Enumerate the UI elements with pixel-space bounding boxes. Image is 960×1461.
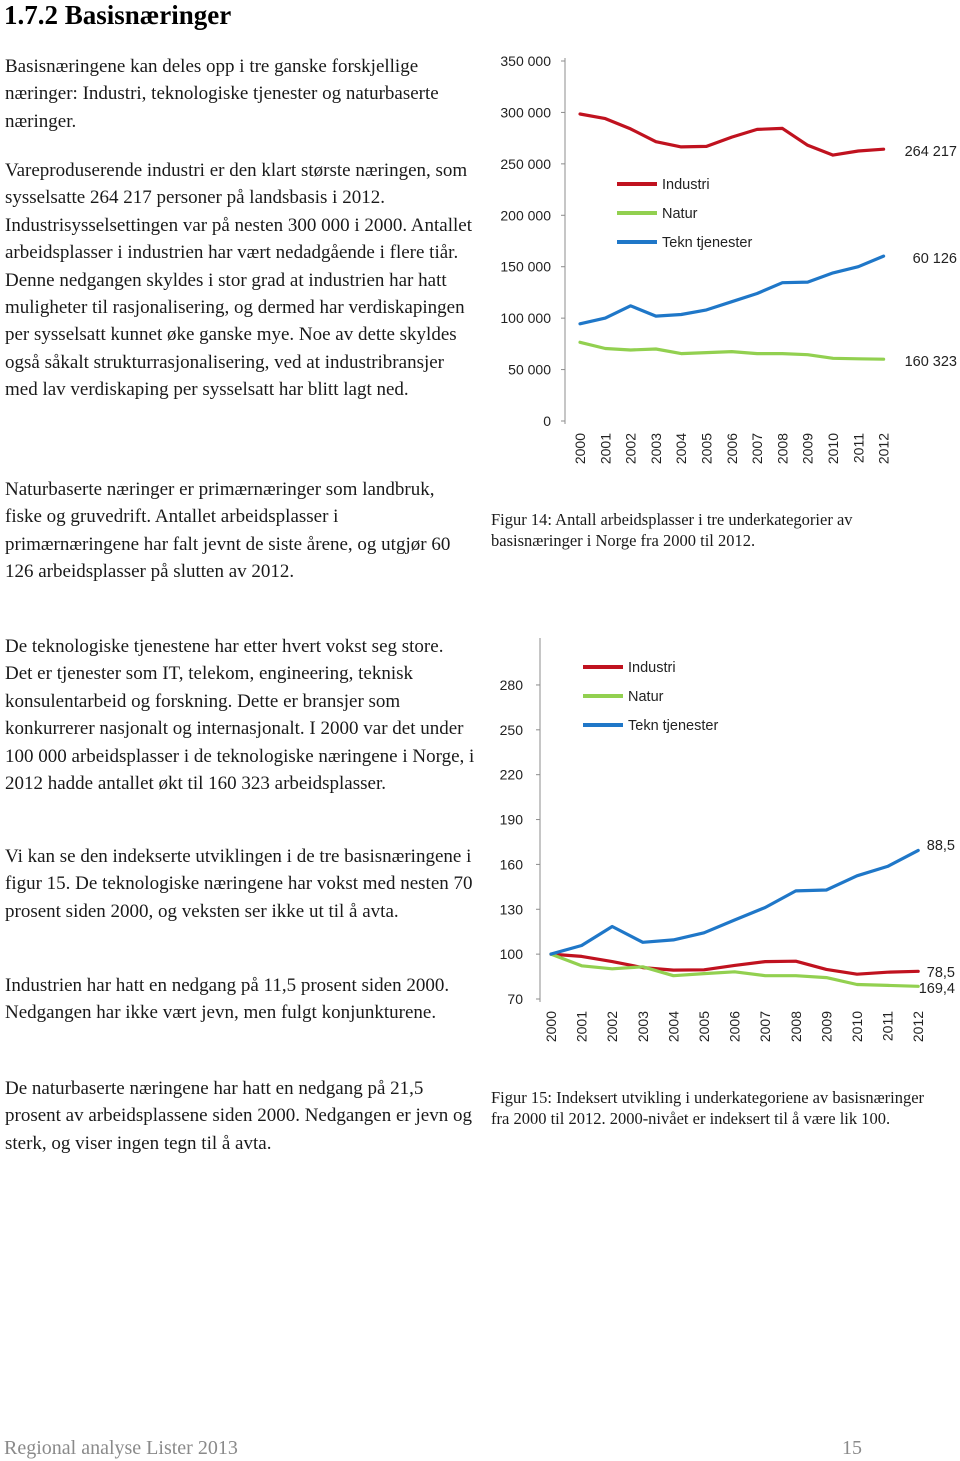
legend-label: Industri — [628, 660, 676, 676]
x-tick-label: 2009 — [818, 1011, 835, 1043]
x-tick-label: 2011 — [850, 433, 867, 464]
y-tick-label: 70 — [507, 991, 523, 1007]
figure-caption: Figur 14: Antall arbeidsplasser i tre underkategorier av basisnæringer i Norge fra 2000 til 2012. — [491, 510, 853, 550]
x-tick-label: 2012 — [875, 433, 892, 465]
paragraph: Vi kan se den indekserte utviklingen i de tre basisnæringene i figur 15. De teknologiske næringene har vokst med nesten 70 prosent siden 2000, og veksten ser ikke ut til å avta. — [5, 846, 473, 922]
x-tick-label: 2005 — [698, 433, 715, 465]
x-tick-label: 2007 — [757, 1011, 774, 1043]
end-value-label: 60 126 — [912, 251, 957, 267]
y-tick-label: 130 — [499, 901, 523, 918]
end-value-label: 264 217 — [904, 144, 957, 160]
x-tick-label: 2002 — [604, 1011, 621, 1043]
y-tick-label: 300 000 — [500, 104, 551, 121]
end-value-label: 160 323 — [904, 354, 957, 370]
y-tick-label: 100 000 — [500, 310, 551, 327]
y-tick-label: 250 — [499, 721, 523, 738]
legend-label: Tekn tjenester — [662, 235, 753, 251]
paragraph: Vareproduserende industri er den klart største næringen, som sysselsatte 264 217 personer på landsbasis i 2012. Industrisysselsettingen var på nesten 300 000 i 2000. Antallet arbeidsplasser i industrien har vært nedadgående i flere tiår. Denne nedgangen skyldes i stor grad at industrien har hatt muligheter til rasjonalisering, og dermed har verdiskapingen per sysselsatt kunnet øke ganske mye. Noe av dette skyldes også såkalt strukturrasjonalisering, ved at industribransjer med lav verdiskaping per sysselsatt har blitt lagt ned. — [5, 160, 473, 401]
paragraph: Industrien har hatt en nedgang på 11,5 prosent siden 2000. Nedgangen har ikke vært jevn, men fulgt konjunkturene. — [5, 975, 450, 1024]
x-tick-label: 2010 — [849, 1011, 865, 1043]
paragraph: Basisnæringene kan deles opp i tre ganske forskjellige næringer: Industri, teknologiske tjenester og naturbaserte næringer. — [5, 56, 439, 132]
y-tick-label: 350 000 — [500, 53, 551, 69]
legend-label: Natur — [662, 206, 698, 222]
x-tick-label: 2000 — [572, 433, 588, 465]
x-tick-label: 2010 — [825, 433, 841, 465]
y-tick-label: 100 — [499, 946, 523, 963]
employment-line-chart — [0, 0, 960, 480]
x-tick-label: 2003 — [634, 1011, 651, 1043]
y-tick-label: 280 — [499, 676, 523, 693]
x-tick-label: 2008 — [787, 1011, 804, 1043]
series-line-1 — [580, 342, 884, 359]
end-value-label: 88,5 — [926, 838, 955, 854]
figure-caption: Figur 15: Indeksert utvikling i underkategoriene av basisnæringer fra 2000 til 2012. 2000-nivået er indeksert til å være lik 100. — [491, 1088, 925, 1128]
y-tick-label: 0 — [543, 413, 551, 429]
legend-label: Natur — [628, 689, 664, 705]
x-tick-label: 2002 — [622, 433, 639, 465]
x-tick-label: 2006 — [723, 433, 740, 465]
series-line-2 — [551, 850, 918, 954]
y-tick-label: 190 — [499, 811, 523, 828]
x-tick-label: 2005 — [696, 1011, 712, 1043]
section-heading: 1.7.2 Basisnæringer — [4, 0, 232, 30]
y-tick-label: 160 — [499, 856, 523, 873]
y-tick-label: 150 000 — [500, 258, 551, 275]
x-tick-label: 2006 — [726, 1011, 743, 1043]
series-line-0 — [580, 114, 884, 155]
x-tick-label: 2008 — [774, 433, 791, 465]
end-value-label: 78,5 — [926, 965, 955, 981]
x-tick-label: 2004 — [673, 433, 690, 465]
page-number: 15 — [842, 1437, 862, 1459]
end-value-label: 169,4 — [918, 981, 955, 997]
y-tick-label: 50 000 — [508, 361, 551, 378]
indexed-line-chart — [0, 600, 960, 1060]
x-tick-label: 2001 — [597, 433, 614, 465]
x-tick-label: 2009 — [799, 433, 816, 465]
x-tick-label: 2001 — [573, 1011, 590, 1043]
legend-label: Tekn tjenester — [628, 718, 719, 734]
x-tick-label: 2007 — [749, 433, 766, 465]
y-tick-label: 200 000 — [500, 207, 551, 224]
y-tick-label: 250 000 — [500, 155, 551, 172]
series-line-2 — [580, 256, 884, 324]
legend-label: Industri — [662, 177, 710, 193]
footer-title: Regional analyse Lister 2013 — [4, 1437, 238, 1459]
paragraph: De naturbaserte næringene har hatt en nedgang på 21,5 prosent av arbeidsplassene siden 2000. Nedgangen er jevn og sterk, og viser ingen tegn til å avta. — [5, 1078, 472, 1154]
y-tick-label: 220 — [499, 766, 523, 783]
series-line-1 — [551, 954, 918, 986]
x-tick-label: 2003 — [647, 433, 664, 465]
x-tick-label: 2012 — [910, 1011, 927, 1043]
x-tick-label: 2011 — [879, 1011, 896, 1042]
paragraph: De teknologiske tjenestene har etter hvert vokst seg store. Det er tjenester som IT, telekom, engineering, teknisk konsulentarbeid og forskning. Dette er bransjer som konkurrerer nasjonalt og internasjonalt. I 2000 var det under 100 000 arbeidsplasser i de teknologiske næringene i Norge, i 2012 hadde antallet økt til 160 323 arbeidsplasser. — [5, 636, 475, 795]
x-tick-label: 2004 — [665, 1011, 682, 1043]
x-tick-label: 2000 — [543, 1011, 559, 1043]
paragraph: Naturbaserte næringer er primærnæringer som landbruk, fiske og gruvedrift. Antallet arbeidsplasser i primærnæringene har falt jevnt de siste årene, og utgjør 60 126 arbeidsplasser på slutten av 2012. — [5, 479, 451, 583]
